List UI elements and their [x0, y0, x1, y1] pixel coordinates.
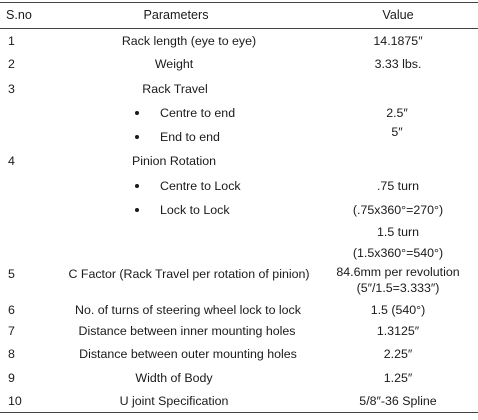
row-value: (.75x360°=270°)	[352, 203, 444, 217]
header-sno: S.no	[6, 8, 32, 22]
bullet-icon	[135, 135, 139, 139]
row-parameter: U joint Specification	[119, 394, 229, 408]
row-value: 1.3125″	[376, 324, 420, 338]
row-value: 5″	[391, 125, 403, 139]
header-value: Value	[382, 8, 414, 22]
row-value: 5/8″-36 Spline	[359, 394, 437, 408]
row-value-continued: (5″/1.5=3.333″)	[356, 281, 440, 295]
row-value: .75 turn	[376, 179, 420, 193]
row-subparameter: Centre to end	[160, 106, 236, 120]
row-parameter: Width of Body	[135, 371, 213, 385]
row-sno: 6	[8, 303, 15, 317]
row-value: (1.5x360°=540°)	[352, 246, 444, 260]
row-parameter: Distance between outer mounting holes	[79, 347, 297, 361]
row-value: 1.5 turn	[376, 225, 420, 239]
row-sno: 3	[8, 82, 15, 96]
row-subparameter: Lock to Lock	[160, 203, 230, 217]
row-subparameter: Centre to Lock	[160, 179, 241, 193]
row-parameter: C Factor (Rack Travel per rotation of pinion)	[68, 267, 310, 281]
row-sno: 2	[8, 57, 15, 71]
row-sno: 7	[8, 324, 15, 338]
row-subparameter: End to end	[160, 130, 220, 144]
bullet-icon	[135, 184, 139, 188]
row-parameter: Pinion Rotation	[131, 154, 217, 168]
row-parameter: Weight	[154, 57, 194, 71]
row-value: 1.25″	[383, 371, 413, 385]
table-bottom-border	[0, 412, 478, 413]
header-divider	[0, 28, 478, 29]
row-sno: 5	[8, 267, 15, 281]
row-value: 2.5″	[386, 106, 408, 120]
row-sno: 1	[8, 34, 15, 48]
row-parameter: Distance between inner mounting holes	[78, 324, 296, 338]
table-top-border	[0, 2, 478, 3]
row-parameter: Rack Travel	[142, 82, 208, 96]
row-value: 84.6mm per revolution	[336, 265, 460, 279]
row-value: 2.25″	[383, 347, 413, 361]
header-parameters: Parameters	[143, 8, 209, 22]
bullet-icon	[135, 111, 139, 115]
row-value: 3.33 lbs.	[374, 57, 422, 71]
row-sno: 4	[8, 154, 15, 168]
row-sno: 8	[8, 347, 15, 361]
row-parameter: Rack length (eye to eye)	[121, 34, 257, 48]
row-sno: 10	[8, 394, 22, 408]
row-parameter: No. of turns of steering wheel lock to lock	[75, 303, 301, 317]
row-value: 1.5 (540°)	[370, 303, 426, 317]
row-value: 14.1875″	[373, 34, 423, 48]
bullet-icon	[135, 208, 139, 212]
row-sno: 9	[8, 371, 15, 385]
